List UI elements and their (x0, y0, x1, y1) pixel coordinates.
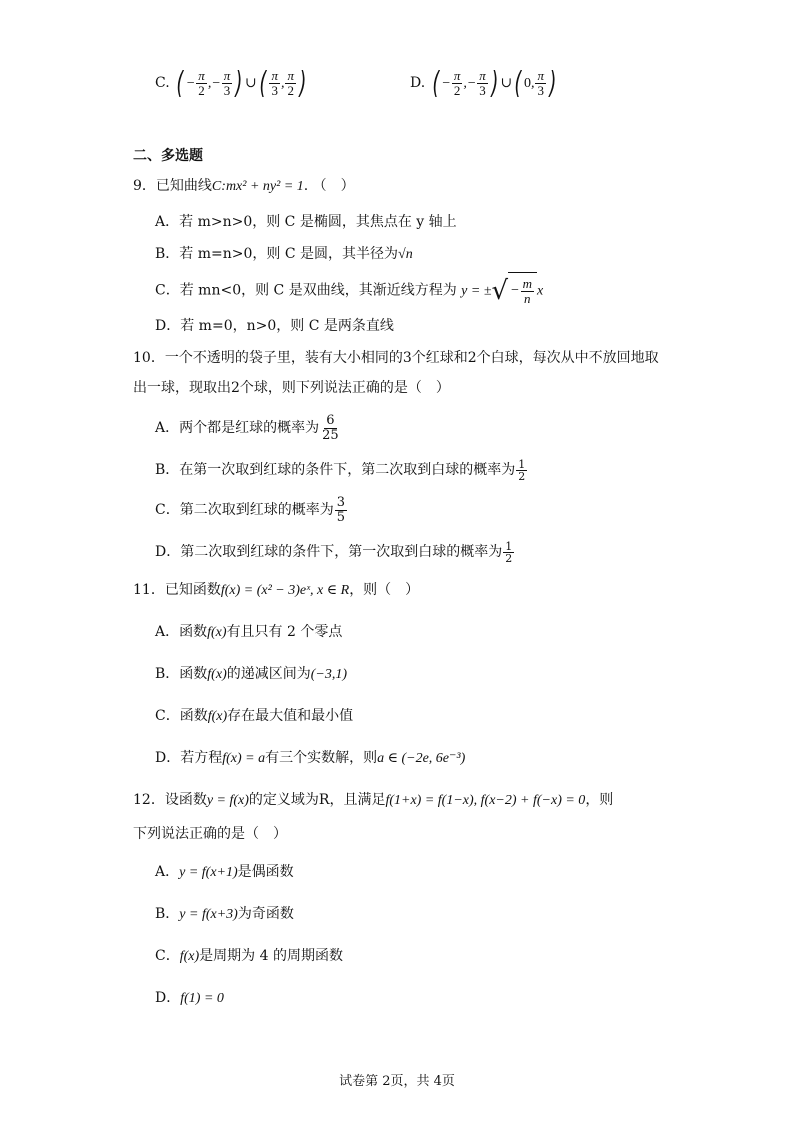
q9-option-a: A．若 m>n>0，则 C 是椭圆，其焦点在 y 轴上 (155, 214, 457, 230)
question-10-stem-line2: 出一球，现取出2个球，则下列说法正确的是（ ） (133, 380, 450, 396)
section-title: 二、多选题 (133, 148, 203, 164)
page-footer: 试卷第 2页，共 4页 (339, 1074, 455, 1089)
q12-option-b: B．y = f(x+3)为奇函数 (155, 906, 294, 922)
q11-option-b: B．函数f(x)的递减区间为(−3,1) (155, 666, 348, 682)
q11-option-c: C．函数f(x)存在最大值和最小值 (155, 708, 354, 724)
question-10-stem-line1: 10．一个不透明的袋子里，装有大小相同的3个红球和2个白球，每次从中不放回地取 (133, 350, 659, 366)
question-11-stem: 11．已知函数f(x) = (x² − 3)eˣ, x ∈ R，则（ ） (133, 582, 420, 598)
q10-option-b: B．在第一次取到红球的条件下，第二次取到白球的概率为 $\frac{1}{2}$ (155, 457, 526, 483)
q10-option-a: A．两个都是红球的概率为 $\frac{6}{25}$ (155, 412, 339, 443)
q12-option-c: C．f(x)是周期为 4 的周期函数 (155, 948, 343, 964)
question-12-stem-line1: 12．设函数y = f(x)的定义域为R，且满足f(1+x) = f(1−x), f(x−2) + f(−x) = 0，则 (133, 792, 614, 808)
q10-option-c: C．第二次取到红球的概率为 $\frac{3}{5}$ (155, 494, 345, 525)
question-9-stem: 9．已知曲线C:mx² + ny² = 1. （ ） (133, 178, 355, 194)
option-d-math: ( − $\frac{\pi}{2}$ ,− $\frac{\pi}{3}$ ) ∪( 0, $\frac{\pi}{3}$ ) (431, 65, 557, 101)
q12-option-d: D．f(1) = 0 (155, 990, 224, 1006)
q10-option-d: D．第二次取到红球的条件下，第一次取到白球的概率为 $\frac{1}{2}$ (155, 539, 513, 565)
option-label: C. (155, 75, 170, 91)
question-12-stem-line2: 下列说法正确的是（ ） (133, 826, 287, 842)
q9-option-b: B．若 m=n>0，则 C 是圆，其半径为√n (155, 246, 413, 262)
option-label: D. (410, 75, 426, 91)
q11-option-d: D．若方程f(x) = a有三个实数解，则a ∈ (−2e, 6e⁻³) (155, 750, 466, 766)
option-c (155, 66, 309, 101)
option-c-math: ( − $\frac{\pi}{2}$ ,− $\frac{\pi}{3}$ ) ∪( $\frac{\pi}{3}$ , $\frac{\pi}{2}$ ) (176, 65, 307, 101)
q9-option-d: D．若 m=0，n>0，则 C 是两条直线 (155, 318, 394, 334)
q11-option-a: A．函数f(x)有且只有 2 个零点 (155, 624, 343, 640)
q9-option-c: C．若 mn<0，则 C 是双曲线，其渐近线方程为 y = ± √ − $\frac{m}{n}$ x (155, 272, 794, 308)
prev-question-options (0, 66, 794, 100)
q12-option-a: A．y = f(x+1)是偶函数 (155, 864, 294, 880)
option-d (410, 66, 559, 101)
